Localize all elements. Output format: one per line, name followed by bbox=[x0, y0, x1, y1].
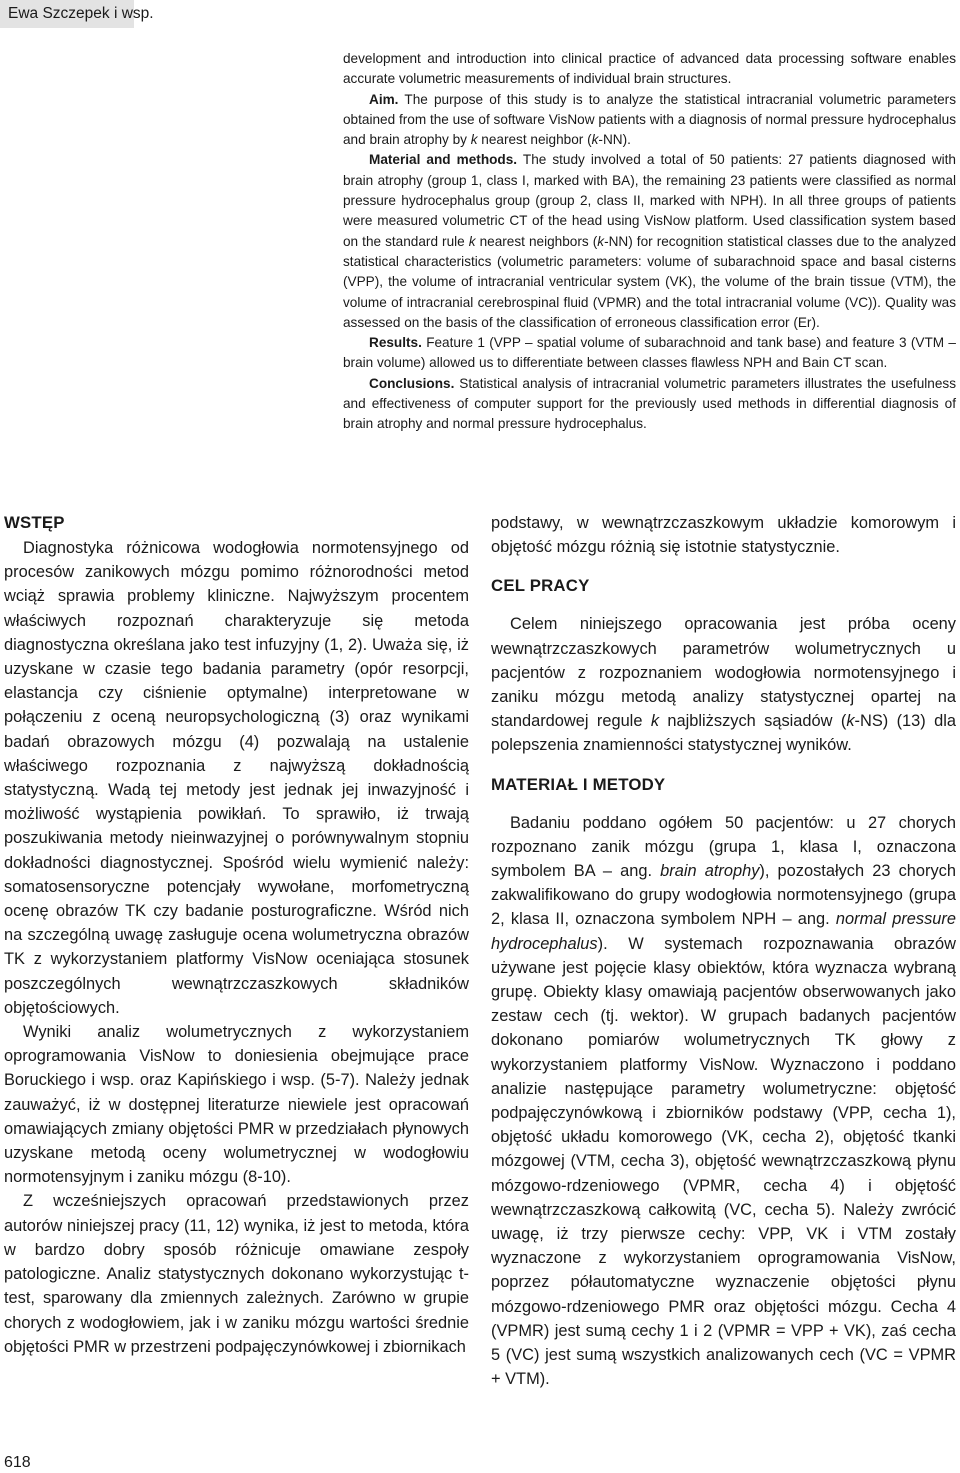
intro-paragraph-1: Diagnostyka różnicowa wodogłowia normotensyjnego od procesów zanikowych mózgu pomimo różnorodności metod wciąż sprawia problemy kliniczne. Najwyższym procentem właściwych rozpoznań charakteryzuje się metoda diagnostyczna określana jako test infuzyjny (1, 2). Uważa się, iż uzyskane w czasie tego badania parametry (opór resorpcji, elastancja czy ciśnienie optymalne) interpretowane w połączeniu z oceną neuropsychologiczną (3) oraz wynikami badań obrazowych mózgu (4) pozwalają na ustalenie właściwego rozpoznania z najwyższą dokładnością statystyczną. Wadą tej metody jest jednak jej inwazyjność i możliwość wystąpienia powikłań. To sprawiło, iż trwają poszukiwania metody nieinwazyjnej o porównywalnym stopniu dokładności diagnostycznej. Spośród wielu wymienić należy: somatosensoryczne potencjały wywołane, morfometryczną ocenę obrazów TK czy badanie posturograficzne. Wśród nich na szczególną uwagę zasługuje ocena wolumetryczna obrazów TK z wykorzystaniem platformy VisNow oceniająca stosunek poszczególnych wewnątrzczaszkowych składników objętościowych. bbox=[4, 539, 469, 1017]
results-label: Results. bbox=[369, 335, 422, 351]
abstract-conclusions bbox=[343, 374, 956, 435]
methods-paragraph-em-2: normal pressure hydrocephalus bbox=[491, 910, 956, 953]
abstract-aim bbox=[343, 90, 956, 151]
abstract-intro: development and introduction into clinical practice of advanced data processing software enables accurate volumetric measurements of individual brain structures. bbox=[343, 51, 956, 87]
methods-text-3: -NN) for recognition statistical classes due to the analyzed statistical characteristics (volumetric parameters: volume of subarachnoid space and basal cisterns (VPP), the volume of intracranial ventricular system (VK), the volume of the brain tissue (VTM), the volume of intracranial cerebrospinal fluid (VPMR) and the total intracranial volume (VC)). Quality was assessed on the basis of the classification of erroneous classification error (Er). bbox=[343, 233, 957, 330]
intro-paragraph-3: Z wcześniejszych opracowań przedstawionych przez autorów niniejszej pracy (11, 12) wynika, iż jest to metoda, która w bardzo dobry sposób różnicuje omawiane zespoły patologiczne. Analiz statystycznych dokonano wykorzystując t-test, sparowany dla zmiennych zależnych. Zarówno w grupie chorych z wodogłowiem, jak i w zaniku mózgu wartości średnie objętości PMR w przestrzeni podpajęczynówkowej i zbiornikach bbox=[4, 1192, 469, 1356]
section-heading-aim: CEL PRACY bbox=[491, 576, 590, 596]
methods-paragraph-text-3: ). W systemach rozpoznawania obrazów używane jest pojęcie klasy obiektów, która wyznacza wybraną grupę. Obiekty klasy omawiają pacjentów obserwowanych jako zestaw cech (tj. wektor). W grupach badanych pacjentów dokonano pomiarów wolumetrycznych TK głowy z wykorzystaniem platformy VisNow. Wyznaczono i poddano analizie następujące parametry wolumetryczne: objętość podpajęczynówkową i zbiorników podstawy (VPP, cecha 1), objętość układu komorowego (VK, cecha 2), objętość tkanki mózgowej (VTM, cecha 3), objętość wewnątrzczaszkową płynu mózgowo-rdzeniowego (VPMR, cecha 4) i objętość wewnątrzczaszkową całkowitą (VC, cecha 5). Należy zwrócić uwagę, iż trzy pierwsze cechy: VPP, VK i VTM zostały wyznaczone z wykorzystaniem oprogramowania VisNow, poprzez półautomatyczne wyznaczenie objętości płynu mózgowo-rdzeniowego PMR oraz objętości mózgu. Cecha 4 (VPMR) jest sumą cechy 1 i 2 (VPMR = VPP + VK), zaś cecha 5 (VC) jest sumą wszystkich analizowanych cech (VC = VPMR + VTM). bbox=[491, 934, 956, 1389]
aim-paragraph-text-3: -NS) (13) dla polepszenia znamienności statystycznej wyników. bbox=[491, 712, 956, 755]
methods-k-2: k bbox=[597, 233, 605, 249]
aim-k: k bbox=[470, 132, 478, 148]
aim-text-2: nearest neighbor ( bbox=[477, 132, 592, 148]
section-heading-methods: MATERIAŁ I METODY bbox=[491, 774, 666, 794]
section-heading-intro: WSTĘP bbox=[4, 513, 65, 532]
methods-text-2: nearest neighbors ( bbox=[475, 233, 598, 249]
aim-paragraph-text-2: najbliższych sąsiadów ( bbox=[659, 712, 847, 731]
methods-paragraph-text-2: ), pozostałych 23 chorych zakwalifikowano do grupy wodogłowia normotensyjnego (grupa 2, klasa II, oznaczona symbolem NPH – ang. bbox=[491, 862, 956, 929]
aim-paragraph bbox=[491, 612, 956, 757]
conclusions-text: Statistical analysis of intracranial volumetric parameters illustrates the usefulness and effectiveness of computer support for the previously used methods in differential diagnosis of brain atrophy and normal pressure hydrocephalus. bbox=[343, 375, 956, 432]
abstract bbox=[343, 49, 956, 435]
methods-k: k bbox=[468, 233, 476, 249]
right-column bbox=[491, 511, 956, 1392]
methods-paragraph-em-1: brain atrophy bbox=[660, 862, 760, 881]
abstract-methods bbox=[343, 150, 956, 333]
methods-label: Material and methods. bbox=[369, 152, 518, 168]
intro-continuation: podstawy, w wewnątrzczaszkowym układzie komorowym i objętość mózgu różnią się istotnie statystycznie. bbox=[491, 514, 956, 557]
methods-paragraph bbox=[491, 811, 956, 1392]
methods-text: The study involved a total of 50 patients: 27 patients diagnosed with brain atrophy (group 1, class I, marked with BA), the remaining 23 patients were classified as normal pressure hydrocephalus group (group 2, class II, marked with NPH). In all three groups of patients were measured volumetric CT of the head using VisNow platform. Used classification system based on the standard rule bbox=[343, 152, 956, 249]
intro-paragraph-2: Wyniki analiz wolumetrycznych z wykorzystaniem oprogramowania VisNow to doniesienia obejmujące prace Boruckiego i wsp. oraz Kapińskiego i wsp. (5-7). Należy jednak zauważyć, iż w dostępnej literaturze niewiele jest opracowań omawiających zmiany objętości PMR w przedziałach płynowych uzyskane metodą oceny wolumetrycznej w wodogłowiu normotensyjnym i zaniku mózgu (8-10). bbox=[4, 1023, 469, 1187]
page-number: 618 bbox=[4, 1454, 31, 1471]
aim-text-3: -NN). bbox=[598, 132, 631, 148]
aim-paragraph-k-2: k bbox=[846, 712, 855, 731]
aim-label: Aim. bbox=[369, 91, 399, 107]
abstract-results bbox=[343, 333, 956, 374]
aim-k-2: k bbox=[591, 132, 599, 148]
methods-paragraph-text-1: Badaniu poddano ogółem 50 pacjentów: u 27 chorych rozpoznano zanik mózgu (grupa 1, klasa I, oznaczona symbolem BA – ang. bbox=[491, 813, 956, 881]
aim-text: The purpose of this study is to analyze the statistical intracranial volumetric parameters obtained from the use of software VisNow patients with a diagnosis of normal pressure hydrocephalus and brain atrophy by bbox=[343, 91, 956, 148]
conclusions-label: Conclusions. bbox=[369, 375, 455, 391]
aim-paragraph-k: k bbox=[650, 712, 660, 731]
results-text: Feature 1 (VPP – spatial volume of subarachnoid and tank base) and feature 3 (VTM – brain volume) allowed us to differentiate between classes flawless NPH and Bain CT scan. bbox=[343, 335, 956, 371]
aim-paragraph-text-1: Celem niniejszego opracowania jest próba oceny wewnątrzczaszkowych parametrów wolumetrycznych u pacjentów z rozpoznaniem wodogłowia normotensyjnego i zaniku mózgu metodą analizy statystycznej opartej na standardowej regule bbox=[491, 615, 956, 731]
left-column bbox=[4, 511, 469, 1359]
running-header-author: Ewa Szczepek i wsp. bbox=[0, 0, 134, 28]
